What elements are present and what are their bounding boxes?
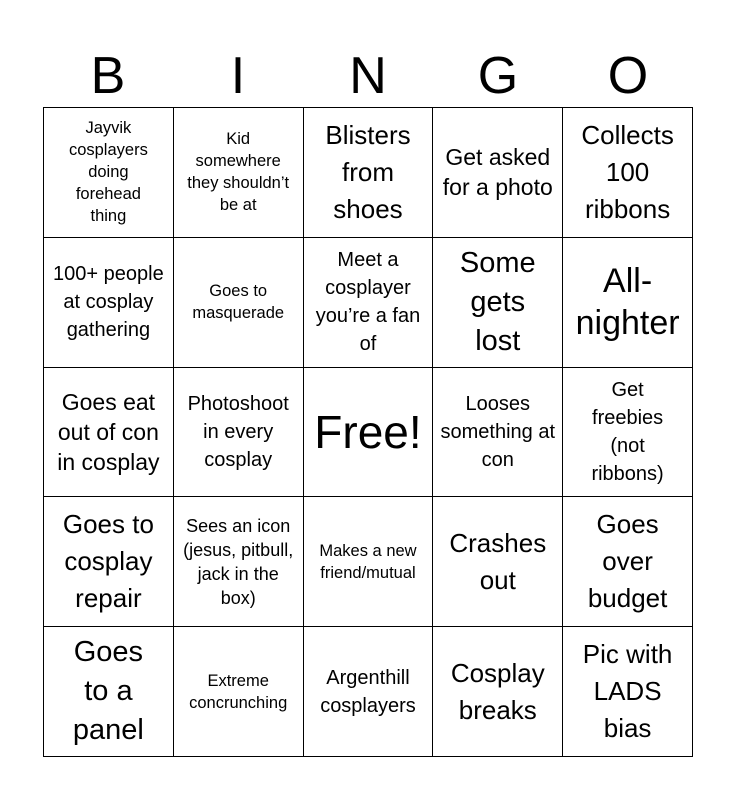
cell-text: Goes over budget — [587, 509, 668, 614]
cell-text: Cosplay breaks — [450, 657, 545, 725]
bingo-cell[interactable] — [433, 108, 563, 238]
bingo-header — [43, 46, 693, 106]
header-letter-o: O — [607, 47, 649, 105]
cell-text: Collects 100 ribbons — [581, 119, 674, 224]
bingo-cell[interactable] — [433, 627, 563, 757]
cell-text: Blisters from shoes — [325, 119, 411, 224]
bingo-cell[interactable] — [433, 497, 563, 627]
bingo-cell[interactable] — [174, 368, 304, 498]
header-letter-n: N — [349, 47, 387, 105]
cell-text: Get asked for a photo — [442, 144, 553, 201]
bingo-cell[interactable] — [44, 627, 174, 757]
bingo-cell[interactable] — [44, 368, 174, 498]
cell-text: Looses something at con — [440, 392, 556, 471]
cell-text: Makes a new friend/mutual — [319, 541, 417, 582]
bingo-cell[interactable] — [44, 238, 174, 368]
bingo-cell[interactable] — [563, 368, 693, 498]
cell-text: Sees an icon (jesus, pitbull, jack in the box) — [183, 515, 294, 608]
bingo-cell[interactable] — [174, 238, 304, 368]
cell-text: Get freebies (not ribbons) — [591, 378, 664, 485]
cell-text: 100+ people at cosplay gathering — [53, 263, 164, 342]
header-letter-g: G — [477, 47, 519, 105]
bingo-cell[interactable] — [44, 108, 174, 238]
cell-text: Argenthill cosplayers — [320, 666, 416, 717]
bingo-cell[interactable] — [563, 497, 693, 627]
bingo-cell[interactable] — [563, 238, 693, 368]
cell-text: Kid somewhere they shouldn’t be at — [187, 130, 290, 215]
bingo-cell[interactable] — [304, 627, 434, 757]
cell-text: Goes eat out of con in cosplay — [57, 388, 160, 475]
cell-text: All-nighter — [575, 262, 680, 343]
bingo-cell[interactable] — [44, 497, 174, 627]
bingo-cell[interactable] — [174, 108, 304, 238]
bingo-cell[interactable] — [304, 108, 434, 238]
header-letter-i: I — [230, 47, 246, 105]
cell-text: Jayvik cosplayers doing forehead thing — [68, 119, 148, 226]
bingo-cell[interactable] — [304, 497, 434, 627]
header-letter-b: B — [90, 47, 126, 105]
cell-text: Goes to masquerade — [192, 282, 285, 323]
cell-text: Pic with LADS bias — [582, 639, 673, 744]
cell-text: Goes to a panel — [72, 636, 144, 747]
bingo-cell[interactable] — [174, 627, 304, 757]
cell-text: Crashes out — [449, 527, 547, 595]
bingo-cell[interactable] — [433, 238, 563, 368]
cell-text: Some gets lost — [459, 246, 536, 357]
free-space-text: Free! — [314, 405, 422, 458]
cell-text: Goes to cosplay repair — [62, 509, 154, 614]
cell-text: Meet a cosplayer you’re a fan of — [315, 249, 421, 356]
cell-text: Extreme concrunching — [189, 671, 288, 712]
cell-text: Photoshoot in every cosplay — [187, 392, 289, 471]
bingo-cell[interactable] — [433, 368, 563, 498]
bingo-cell[interactable] — [563, 627, 693, 757]
bingo-cell[interactable] — [304, 238, 434, 368]
bingo-grid — [43, 107, 693, 757]
bingo-cell[interactable] — [563, 108, 693, 238]
free-space[interactable] — [304, 368, 434, 498]
bingo-cell[interactable] — [174, 497, 304, 627]
